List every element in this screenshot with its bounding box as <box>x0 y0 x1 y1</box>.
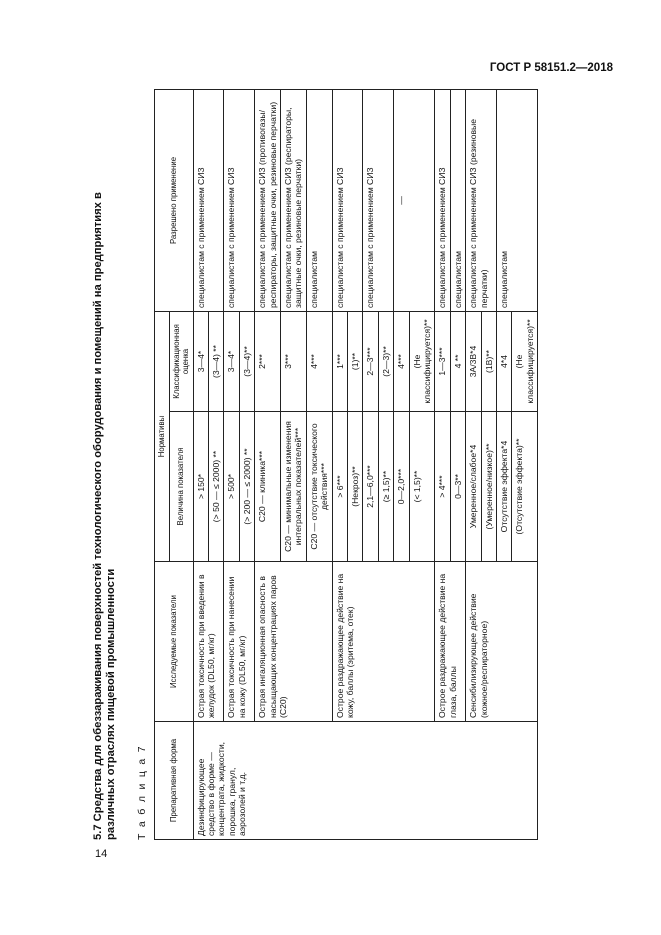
col-form-header: Препаративная форма <box>155 722 194 840</box>
allowed-cell: специалистам <box>450 89 465 311</box>
allowed-cell: специалистам с применением СИЗ <box>435 89 450 311</box>
value-cell: > 4*** <box>435 412 450 562</box>
value-cell: C20 — клиника*** <box>255 412 281 562</box>
class-cell: 4 ** <box>450 311 465 411</box>
indicator-cell: Острое раздражающее действие на глаза, баллы <box>435 562 466 722</box>
value-cell: (Умеренное/низкое)** <box>481 412 496 562</box>
value-cell: > 150* <box>193 412 208 562</box>
col-norms-header: Нормативы <box>155 311 170 561</box>
allowed-cell: — <box>394 89 435 311</box>
indicator-cell: Острая ингаляционная опасность в насыщающих концентрациях паров (C20) <box>255 562 332 722</box>
class-cell: 1—3*** <box>435 311 450 411</box>
table-row <box>193 89 208 839</box>
allowed-cell: специалистам с применением СИЗ (противогазы/респираторы, защитные очки, резиновые перчатки) <box>255 89 281 311</box>
form-cell: Дезинфицирующее средство в форме — концентрата, жидкости, порошка, гранул, аэрозолей и т.д. <box>193 722 538 840</box>
allowed-cell: специалистам с применением СИЗ <box>224 89 255 311</box>
document-header: ГОСТ Р 58151.2—2018 <box>489 62 613 74</box>
col-indicator-header: Исследуемые показатели <box>155 562 194 722</box>
class-cell: 3А/3В*4 <box>466 311 481 411</box>
class-cell: (2—3)** <box>378 311 393 411</box>
class-cell: (1В)** <box>481 311 496 411</box>
value-cell: C20 — отсутствие токсического действия*** <box>306 412 332 562</box>
value-cell: (Отсутствие эффекта)** <box>512 412 538 562</box>
class-cell: 2—3*** <box>363 311 378 411</box>
value-cell: (≥ 1,5)** <box>378 412 393 562</box>
indicator-cell: Острое раздражающее действие на кожу, баллы (эритема, отек) <box>332 562 435 722</box>
value-cell: > 6*** <box>332 412 347 562</box>
header-row <box>155 89 170 839</box>
section-title: 5.7 Средства для обеззараживания поверхностей технологического оборудования и помещений на предприятиях в различных отраслях пищевой промышленности <box>92 192 117 840</box>
value-cell: 2,1—6,0*** <box>363 412 378 562</box>
allowed-cell: специалистам <box>497 89 538 311</box>
value-cell: C20 — минимальные изменения интегральных показателей*** <box>280 412 306 562</box>
indicator-cell: Острая токсичность при введении в желудок (DL50, мг/кг) <box>193 562 224 722</box>
allowed-cell: специалистам с применением СИЗ <box>363 89 394 311</box>
allowed-cell: специалистам с применением СИЗ <box>193 89 224 311</box>
value-cell: Умеренное/слабое*4 <box>466 412 481 562</box>
indicator-cell: Острая токсичность при нанесении на кожу (DL50, мг/кг) <box>224 562 255 722</box>
allowed-cell: специалистам с применением СИЗ (резиновые перчатки) <box>466 89 497 311</box>
col-class-header: Классификационная оценка <box>169 311 193 411</box>
value-cell: 0—2,0*** <box>394 412 409 562</box>
class-cell: (3—4)** <box>239 311 254 411</box>
class-cell: 3—4* <box>224 311 239 411</box>
class-cell: 4*** <box>306 311 332 411</box>
allowed-cell: специалистам с применением СИЗ <box>332 89 363 311</box>
class-cell: 4*4 <box>497 311 512 411</box>
class-cell: 4*** <box>394 311 409 411</box>
value-cell: (Некроз)** <box>347 412 362 562</box>
class-cell: (1)** <box>347 311 362 411</box>
class-cell: 2*** <box>255 311 281 411</box>
value-cell: > 500* <box>224 412 239 562</box>
page-number: 14 <box>95 848 108 860</box>
class-cell: 1*** <box>332 311 347 411</box>
value-cell: (> 50 — ≤ 2000) ** <box>208 412 223 562</box>
rotated-page-content <box>92 90 582 840</box>
col-allowed-header: Разрешено применение <box>155 89 194 311</box>
allowed-cell: специалистам <box>306 89 332 311</box>
allowed-cell: специалистам с применением СИЗ (респираторы, защитные очки, резиновые перчатки) <box>280 89 306 311</box>
class-cell: (Не классифицируется)** <box>512 311 538 411</box>
value-cell: (< 1,5)** <box>409 412 435 562</box>
class-cell: 3*** <box>280 311 306 411</box>
class-cell: (Не классифицируется)** <box>409 311 435 411</box>
value-cell: (> 200 — ≤ 2000) ** <box>239 412 254 562</box>
value-cell: 0—3** <box>450 412 465 562</box>
class-cell: 3—4* <box>193 311 208 411</box>
class-cell: (3—4) ** <box>208 311 223 411</box>
value-cell: Отсутствие эффекта*4 <box>497 412 512 562</box>
indicator-cell: Сенсибилизирующее действие (кожное/респираторное) <box>466 562 538 722</box>
norms-table <box>154 89 538 840</box>
table-label: Т а б л и ц а 7 <box>136 744 148 840</box>
col-value-header: Величина показателя <box>169 412 193 562</box>
